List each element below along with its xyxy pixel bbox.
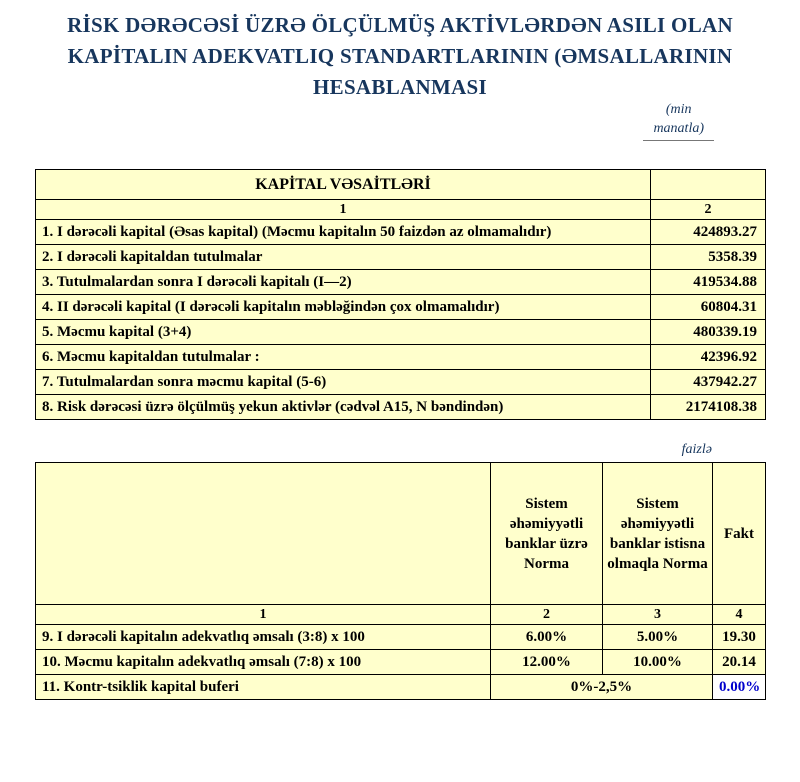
table-row (36, 320, 766, 345)
table-row (36, 295, 766, 320)
page-title (0, 0, 800, 103)
row-value: 419534.88 (651, 270, 766, 295)
row-value: 2174108.38 (651, 395, 766, 420)
table-row (36, 345, 766, 370)
unit-note-faizle: faizlə (681, 442, 712, 457)
col-number-2: 2 (651, 200, 766, 220)
col-number-1: 1 (36, 605, 491, 625)
row-fakt: 20.14 (713, 650, 766, 675)
row-label: 3. Tutulmalardan sonra I dərəcəli kapitalı (I—2) (36, 270, 651, 295)
table-row (36, 675, 766, 700)
table-row (36, 395, 766, 420)
ratio-header-fakt: Fakt (713, 463, 766, 605)
row-value: 60804.31 (651, 295, 766, 320)
table-row (36, 625, 766, 650)
row-value: 42396.92 (651, 345, 766, 370)
row-label: 1. I dərəcəli kapital (Əsas kapital) (Məcmu kapitalın 50 faizdən az olmamalıdır) (36, 220, 651, 245)
row-label: 2. I dərəcəli kapitaldan tutulmalar (36, 245, 651, 270)
page-title-line-2: KAPİTALIN ADEKVATLIQ STANDARTLARININ (ƏMSALLARININ (67, 44, 733, 68)
row-label: 9. I dərəcəli kapitalın adekvatlıq əmsalı (3:8) x 100 (36, 625, 491, 650)
capital-table-header-row (36, 170, 766, 200)
row-value: 424893.27 (651, 220, 766, 245)
table-row (36, 270, 766, 295)
ratio-header-norma-istisna: Sistem əhəmiyyətli banklar istisna olmaqla Norma (603, 463, 713, 605)
row-value: 5358.39 (651, 245, 766, 270)
row-value: 437942.27 (651, 370, 766, 395)
table-row (36, 245, 766, 270)
row-norma-sistem: 6.00% (491, 625, 603, 650)
page-title-line-1: RİSK DƏRƏCƏSİ ÜZRƏ ÖLÇÜLMÜŞ AKTİVLƏRDƏN ASILI OLAN (67, 13, 733, 37)
row-value: 480339.19 (651, 320, 766, 345)
row-label: 11. Kontr-tsiklik kapital buferi (36, 675, 491, 700)
capital-table (35, 169, 766, 420)
row-label: 7. Tutulmalardan sonra məcmu kapital (5-6) (36, 370, 651, 395)
row-fakt-buffer: 0.00% (713, 675, 766, 700)
capital-table-title: KAPİTAL VƏSAİTLƏRİ (36, 170, 651, 200)
page-title-line-3: HESABLANMASI (313, 75, 487, 99)
row-label: 8. Risk dərəcəsi üzrə ölçülmüş yekun aktivlər (cədvəl A15, N bəndindən) (36, 395, 651, 420)
col-number-4: 4 (713, 605, 766, 625)
ratio-table-header-row (36, 463, 766, 605)
col-number-1: 1 (36, 200, 651, 220)
ratio-table-colnum-row (36, 605, 766, 625)
table-row (36, 370, 766, 395)
row-norma-sistem: 12.00% (491, 650, 603, 675)
table-row (36, 220, 766, 245)
ratio-table (35, 462, 766, 700)
row-label: 10. Məcmu kapitalın adekvatlıq əmsalı (7:8) x 100 (36, 650, 491, 675)
table-row (36, 650, 766, 675)
row-fakt: 19.30 (713, 625, 766, 650)
ratio-header-empty-cell (36, 463, 491, 605)
capital-table-colnum-row (36, 200, 766, 220)
col-number-3: 3 (603, 605, 713, 625)
unit-note-line-2: manatla) (653, 121, 704, 136)
row-label: 4. II dərəcəli kapital (I dərəcəli kapitalın məbləğindən çox olmamalıdır) (36, 295, 651, 320)
row-norma-istisna: 5.00% (603, 625, 713, 650)
capital-table-title-value-cell (651, 170, 766, 200)
ratio-header-norma-sistem: Sistem əhəmiyyətli banklar üzrə Norma (491, 463, 603, 605)
row-norma-istisna: 10.00% (603, 650, 713, 675)
unit-note-line-1: (min (665, 102, 692, 117)
row-label: 6. Məcmu kapitaldan tutulmalar : (36, 345, 651, 370)
col-number-2: 2 (491, 605, 603, 625)
row-norma-combined: 0%-2,5% (491, 675, 713, 700)
row-label: 5. Məcmu kapital (3+4) (36, 320, 651, 345)
unit-note-min-manatla (643, 100, 714, 141)
